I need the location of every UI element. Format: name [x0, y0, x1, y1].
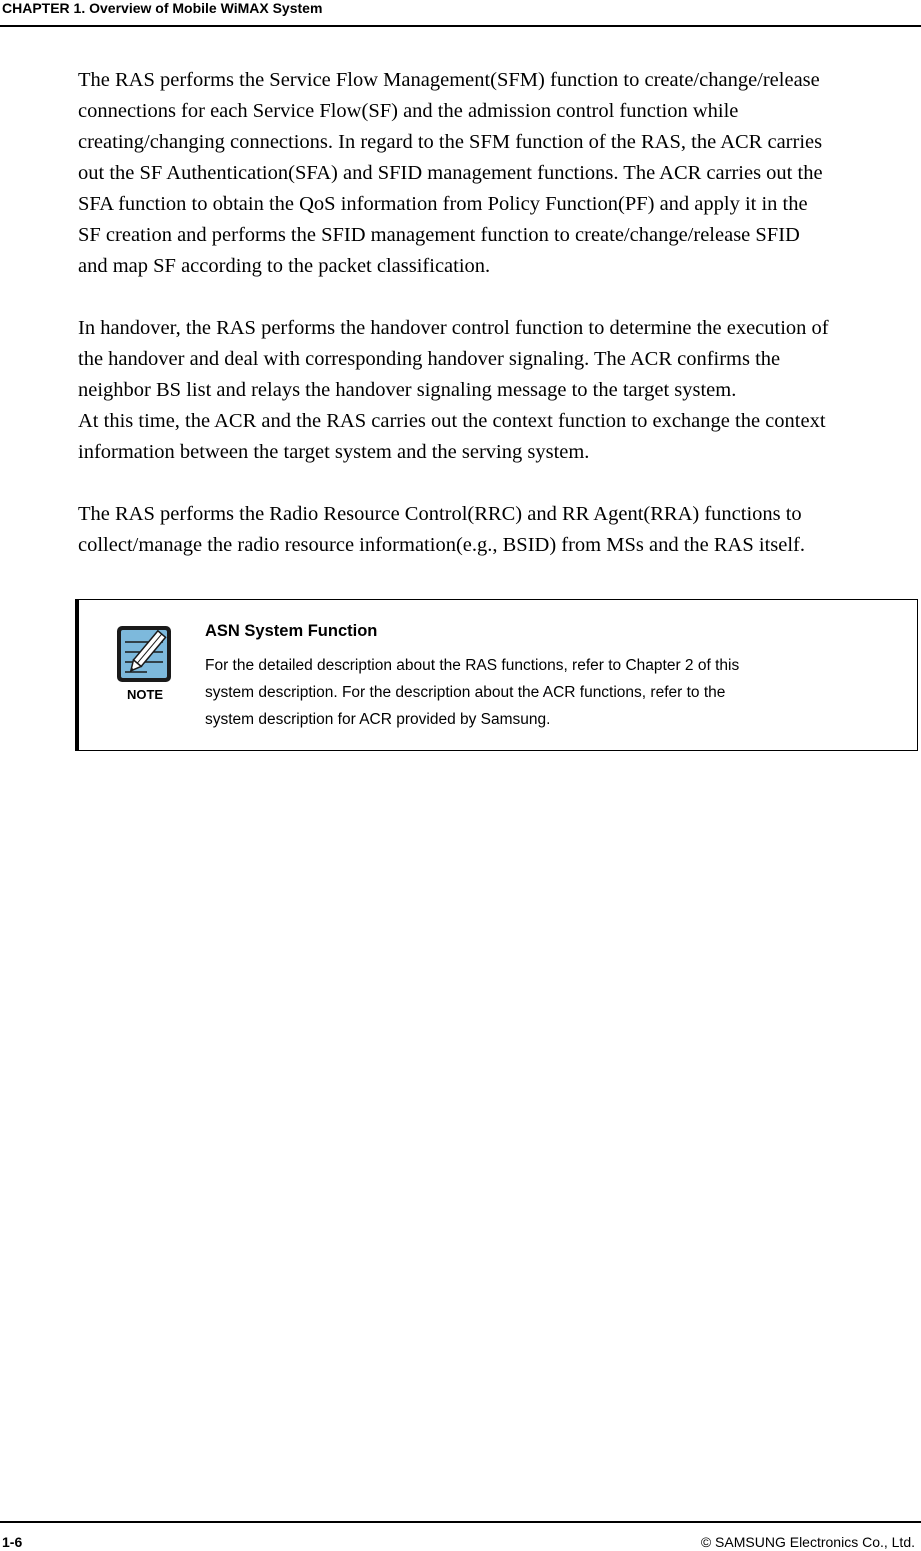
note-icon-label: NOTE [126, 687, 164, 702]
footer-divider [0, 1521, 921, 1523]
text-line: connections for each Service Flow(SF) and the admission control function while [78, 100, 739, 122]
text-line: At this time, the ACR and the RAS carries out the context function to exchange the context [78, 410, 826, 432]
text-line: neighbor BS list and relays the handover signaling message to the target system. [78, 379, 737, 401]
note-line: For the detailed description about the RAS functions, refer to Chapter 2 of this [205, 657, 740, 674]
paragraph-rrc [78, 499, 921, 561]
copyright: © SAMSUNG Electronics Co., Ltd. [700, 1534, 915, 1550]
body-text [78, 65, 921, 592]
note-title: ASN System Function [205, 622, 378, 640]
text-line: The RAS performs the Radio Resource Control(RRC) and RR Agent(RRA) functions to [78, 503, 802, 525]
text-line: SF creation and performs the SFID management function to create/change/release SFID [78, 224, 800, 246]
note-pencil-icon [115, 624, 175, 706]
page-number: 1-6 [2, 1534, 23, 1550]
text-line: In handover, the RAS performs the handover control function to determine the execution of [78, 317, 829, 339]
note-line: system description. For the description about the ACR functions, refer to the [205, 684, 726, 701]
note-line: system description for ACR provided by Samsung. [205, 711, 551, 728]
text-line: The RAS performs the Service Flow Management(SFM) function to create/change/release [78, 69, 820, 91]
text-line: and map SF according to the packet classification. [78, 255, 491, 277]
paragraph-sfm [78, 65, 921, 282]
paragraph-handover [78, 313, 921, 468]
text-line: creating/changing connections. In regard to the SFM function of the RAS, the ACR carries [78, 131, 823, 153]
chapter-title: CHAPTER 1. Overview of Mobile WiMAX System [2, 0, 323, 16]
note-body [205, 652, 905, 733]
text-line: information between the target system and the serving system. [78, 441, 590, 463]
header-divider [0, 25, 921, 27]
text-line: collect/manage the radio resource information(e.g., BSID) from MSs and the RAS itself. [78, 534, 805, 556]
text-line: out the SF Authentication(SFA) and SFID management functions. The ACR carries out the [78, 162, 823, 184]
text-line: the handover and deal with corresponding handover signaling. The ACR confirms the [78, 348, 781, 370]
note-box [75, 599, 918, 751]
text-line: SFA function to obtain the QoS information from Policy Function(PF) and apply it in the [78, 193, 808, 215]
